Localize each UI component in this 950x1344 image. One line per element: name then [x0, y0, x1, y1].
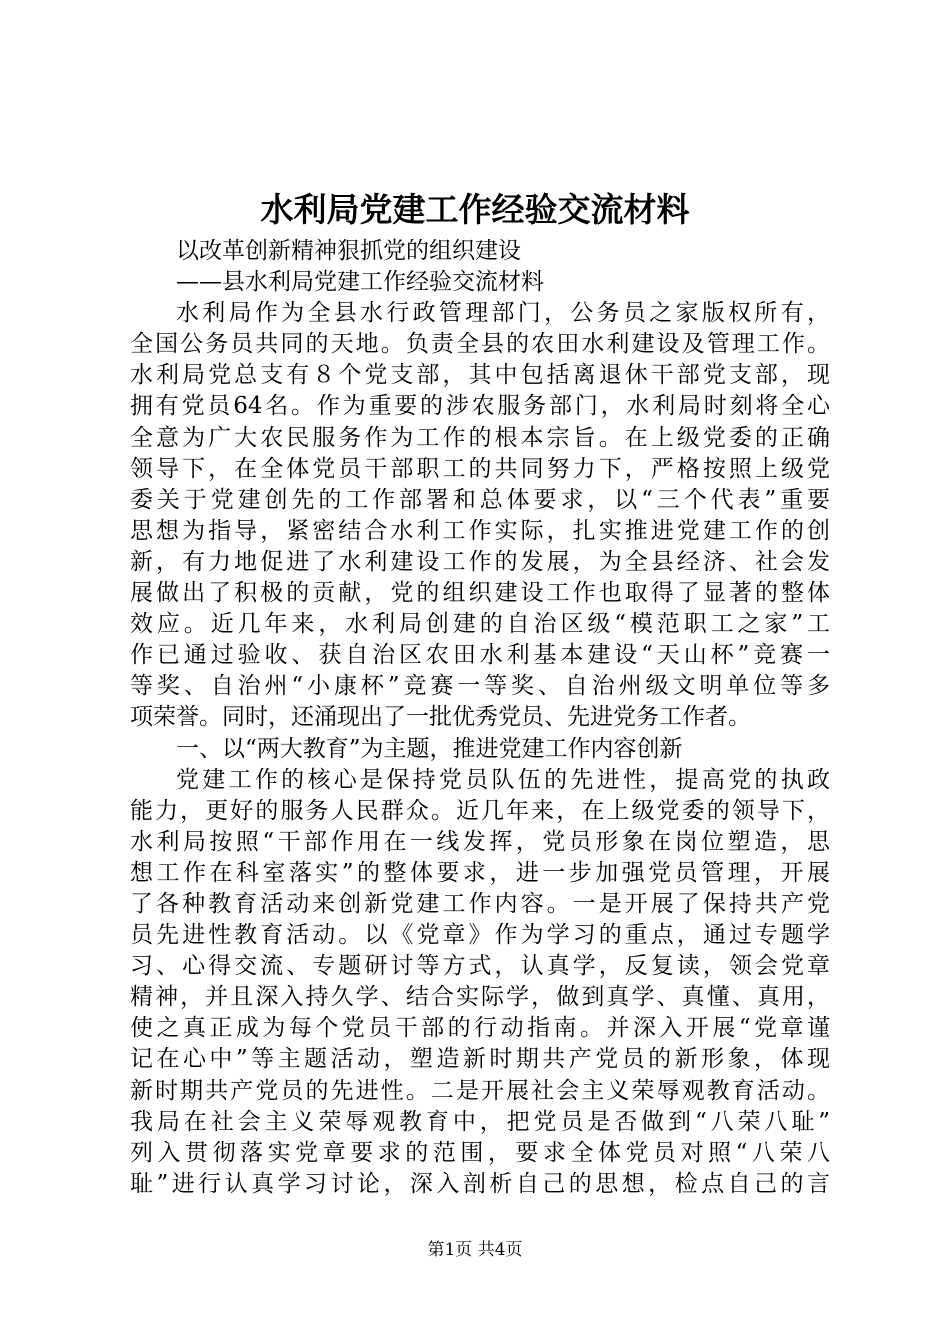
text-line: 水利局党总支有８个党支部，其中包括离退休干部党支部，现 [130, 362, 830, 389]
text-line: 记在心中”等主题活动，塑造新时期共产党员的新形象，体现 [130, 1046, 830, 1073]
text-line: 使之真正成为每个党员干部的行动指南。并深入开展“党章谨 [130, 1015, 830, 1042]
text-line: 精神，并且深入持久学、结合实际学，做到真学、真懂、真用， [130, 984, 830, 1011]
text-line: 水利局按照“干部作用在一线发挥，党员形象在岗位塑造，思 [130, 828, 830, 855]
text-line: 习、心得交流、专题研讨等方式，认真学，反复读，领会党章 [130, 953, 830, 980]
text-line: 能力，更好的服务人民群众。近几年来，在上级党委的领导下， [130, 797, 830, 824]
page-footer: 第1页 共4页 [427, 1240, 523, 1260]
text-line: 列入贯彻落实党章要求的范围，要求全体党员对照“八荣八 [130, 1139, 830, 1166]
text-line: 全意为广大农民服务作为工作的根本宗旨。在上级党委的正确 [130, 424, 830, 451]
text-line: 委关于党建创先的工作部署和总体要求，以“三个代表”重要 [130, 486, 830, 513]
text-line: 一、以“两大教育”为主题，推进党建工作内容创新 [176, 735, 683, 762]
text-line: 党建工作的核心是保持党员队伍的先进性，提高党的执政 [176, 766, 830, 793]
text-line: 效应。近几年来，水利局创建的自治区级“模范职工之家”工 [130, 611, 830, 638]
text-line: 拥有党员64名。作为重要的涉农服务部门，水利局时刻将全心 [130, 393, 830, 420]
text-line: 作已通过验收、获自治区农田水利基本建设“天山杯”竞赛一 [130, 642, 830, 669]
text-line: 想工作在科室落实”的整体要求，进一步加强党员管理，开展 [130, 859, 830, 886]
document-title: 水利局党建工作经验交流材料 [260, 190, 690, 229]
text-line: 等奖、自治州“小康杯”竞赛一等奖、自治州级文明单位等多 [130, 673, 830, 700]
text-line: 水利局作为全县水行政管理部门，公务员之家版权所有， [176, 300, 830, 327]
text-line: 领导下，在全体党员干部职工的共同努力下，严格按照上级党 [130, 455, 830, 482]
text-line: 我局在社会主义荣辱观教育中，把党员是否做到“八荣八耻” [130, 1108, 830, 1135]
text-line: 新时期共产党员的先进性。二是开展社会主义荣辱观教育活动。 [130, 1077, 830, 1104]
text-line: 员先进性教育活动。以《党章》作为学习的重点，通过专题学 [130, 922, 830, 949]
text-line: 耻”进行认真学习讨论，深入剖析自己的思想，检点自己的言 [130, 1170, 830, 1197]
text-line: 了各种教育活动来创新党建工作内容。一是开展了保持共产党 [130, 890, 830, 917]
text-line: 展做出了积极的贡献，党的组织建设工作也取得了显著的整体 [130, 580, 830, 607]
text-line: 以改革创新精神狠抓党的组织建设 [176, 238, 521, 264]
document-body [130, 236, 830, 1200]
text-line: 项荣誉。同时，还涌现出了一批优秀党员、先进党务工作者。 [130, 704, 751, 731]
text-line: ——县水利局党建工作经验交流材料 [176, 269, 544, 296]
text-line: 全国公务员共同的天地。负责全县的农田水利建设及管理工作。 [130, 331, 830, 358]
text-line: 思想为指导，紧密结合水利工作实际，扎实推进党建工作的创 [130, 517, 830, 544]
text-line: 新，有力地促进了水利建设工作的发展，为全县经济、社会发 [130, 548, 830, 575]
